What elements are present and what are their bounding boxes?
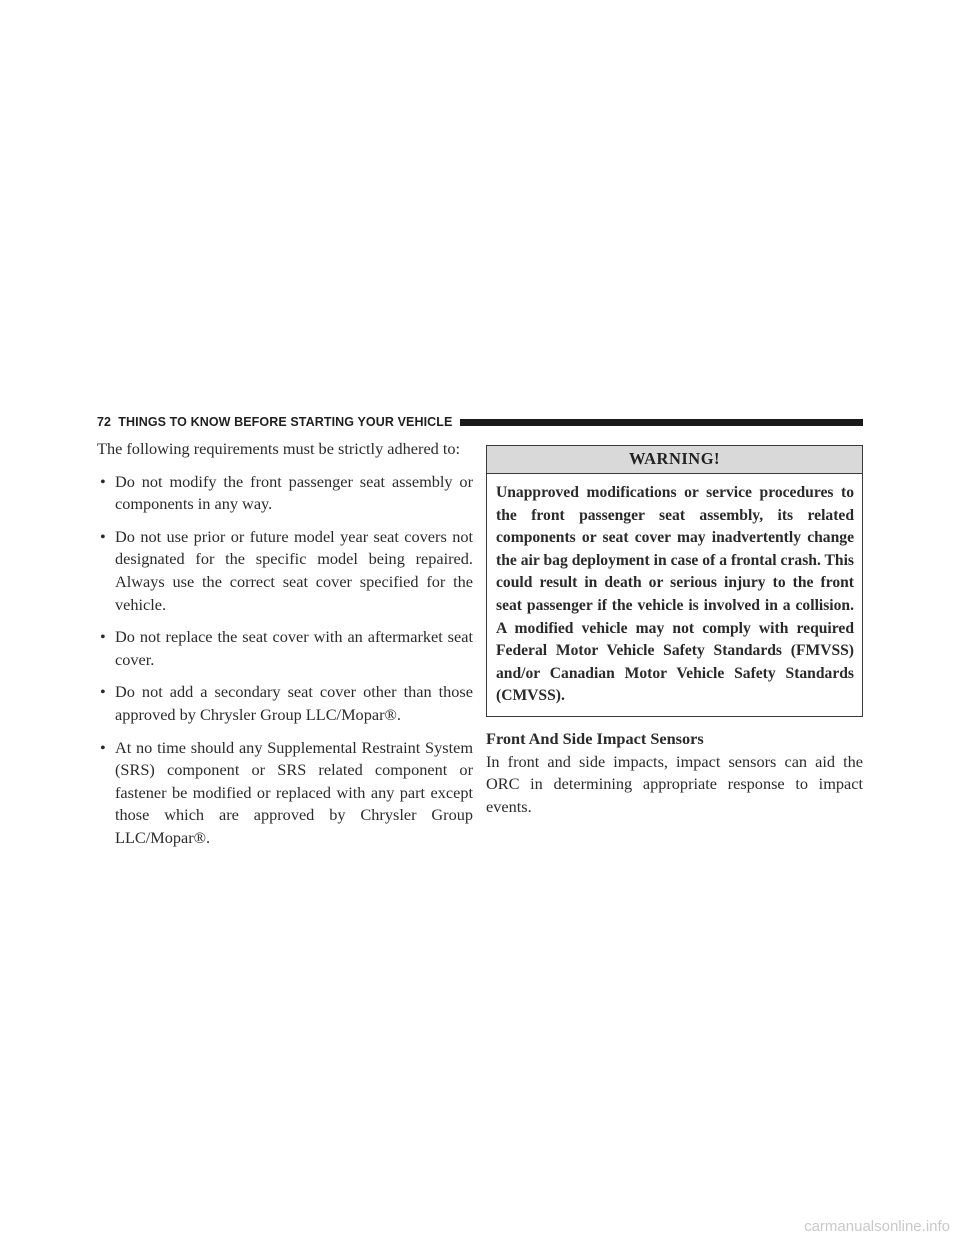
list-item-text: Do not modify the front passenger seat assembly or components in any way. bbox=[115, 471, 473, 514]
requirements-list bbox=[97, 471, 473, 850]
page-header-text bbox=[97, 415, 460, 429]
bullet-icon: • bbox=[100, 627, 106, 647]
watermark: carmanualsonline.info bbox=[804, 1218, 950, 1235]
section-body: In front and side impacts, impact sensors can aid the ORC in determining appropriate response to impact events. bbox=[486, 751, 863, 816]
header-rule bbox=[460, 419, 863, 426]
left-column bbox=[97, 438, 473, 860]
list-item bbox=[97, 526, 473, 616]
bullet-icon: • bbox=[100, 682, 106, 702]
page-header bbox=[97, 413, 863, 431]
list-item bbox=[97, 737, 473, 850]
page-number: 72 bbox=[97, 415, 112, 429]
list-item bbox=[97, 681, 473, 726]
bullet-icon: • bbox=[100, 471, 106, 491]
warning-box bbox=[486, 445, 863, 717]
list-item-text: At no time should any Supplemental Restraint System (SRS) component or SRS related component or fastener be modified or replaced with any part except those which are approved by Chrysler Group LLC/Mopar®. bbox=[115, 737, 473, 847]
list-item bbox=[97, 471, 473, 516]
right-column bbox=[486, 445, 863, 818]
bullet-icon: • bbox=[100, 737, 106, 757]
list-item bbox=[97, 626, 473, 671]
list-item-text: Do not replace the seat cover with an aftermarket seat cover. bbox=[115, 627, 473, 669]
warning-title: WARNING! bbox=[487, 446, 862, 474]
section-heading: Front And Side Impact Sensors bbox=[486, 728, 704, 748]
requirements-intro: The following requirements must be strictly adhered to: bbox=[97, 439, 461, 458]
chapter-title: THINGS TO KNOW BEFORE STARTING YOUR VEHICLE bbox=[118, 415, 453, 429]
warning-body: Unapproved modifications or service procedures to the front passenger seat assembly, its related components or seat cover may inadvertently change the air bag deployment in case of a frontal crash. This could result in death or serious injury to the front seat passenger if the vehicle is involved in a collision. A modified vehicle may not comply with required Federal Motor Vehicle Safety Standards (FMVSS) and/or Canadian Motor Vehicle Safety Standards (CMVSS). bbox=[496, 484, 854, 705]
bullet-icon: • bbox=[100, 526, 106, 546]
list-item-text: Do not use prior or future model year seat covers not designated for the specific model being repaired. Always use the correct seat cover specified for the vehicle. bbox=[115, 526, 473, 614]
list-item-text: Do not add a secondary seat cover other than those approved by Chrysler Group LLC/Mopar®. bbox=[115, 682, 473, 724]
